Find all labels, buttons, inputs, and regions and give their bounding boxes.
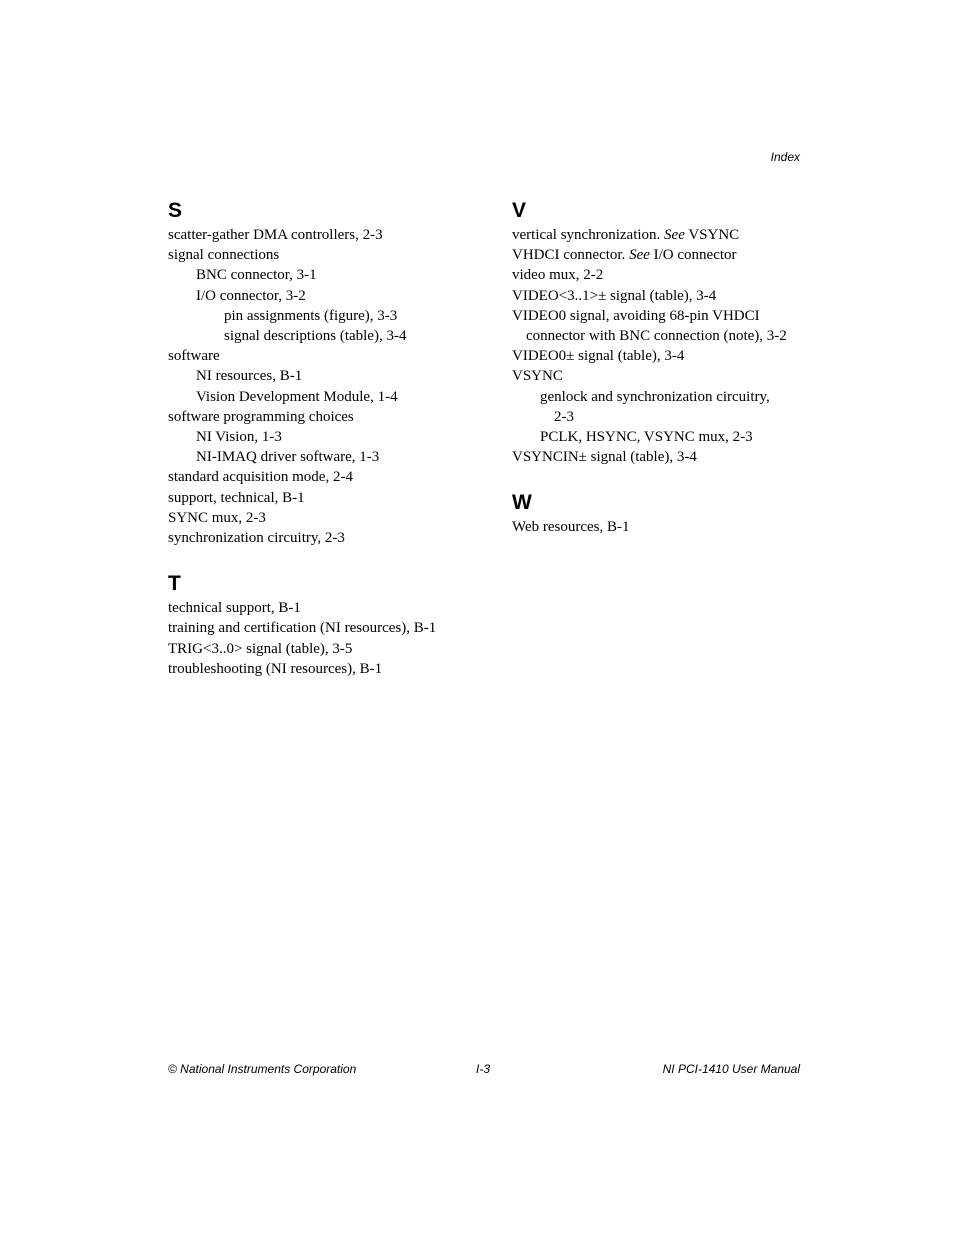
index-subentry: genlock and synchronization circuitry, [540, 388, 770, 405]
entry-text: VHDCI connector. [512, 247, 630, 264]
running-header: Index [770, 150, 800, 164]
footer-manual-title: NI PCI-1410 User Manual [662, 1062, 800, 1076]
index-entry: training and certification (NI resources), B-1 [168, 620, 437, 637]
index-subentry: PCLK, HSYNC, VSYNC mux, 2-3 [540, 429, 753, 446]
index-section-s [168, 197, 488, 548]
index-subsubentry: signal descriptions (table), 3-4 [224, 328, 407, 345]
section-letter: W [512, 491, 532, 515]
section-letter: S [168, 199, 183, 222]
see-reference: See [629, 247, 650, 264]
index-column-right [512, 197, 812, 560]
index-entry: standard acquisition mode, 2-4 [168, 469, 353, 486]
index-entry: Web resources, B-1 [512, 519, 630, 536]
footer-page-number: I-3 [476, 1062, 491, 1076]
index-entry: VSYNC [512, 368, 563, 385]
see-reference: See [664, 227, 685, 243]
index-entry: synchronization circuitry, 2-3 [168, 530, 345, 547]
index-subentry: I/O connector, 3-2 [196, 287, 306, 304]
section-letter: T [168, 572, 181, 596]
index-entry: VSYNCIN± signal (table), 3-4 [512, 449, 697, 466]
index-entry: troubleshooting (NI resources), B-1 [168, 660, 383, 677]
index-entry: VIDEO<3..1>± signal (table), 3-4 [512, 287, 717, 304]
index-entry-continuation: connector with BNC connection (note), 3-2 [526, 328, 787, 345]
entry-text: vertical synchronization. [512, 227, 665, 243]
index-entry: software [168, 348, 220, 365]
index-entry-see-reference [512, 225, 812, 245]
page-footer [168, 1062, 800, 1078]
index-entry-see-reference [512, 245, 812, 265]
entry-target: VSYNC [684, 227, 740, 243]
index-subsubentry: pin assignments (figure), 3-3 [224, 307, 398, 324]
index-subentry: Vision Development Module, 1-4 [196, 388, 398, 405]
index-section-v [512, 197, 812, 467]
index-subentry-continuation: 2-3 [554, 408, 574, 425]
index-section-w [512, 489, 812, 537]
index-entry: scatter-gather DMA controllers, 2-3 [168, 227, 383, 243]
index-entry: TRIG<3..0> signal (table), 3-5 [168, 640, 353, 657]
index-subentry: NI-IMAQ driver software, 1-3 [196, 449, 380, 466]
footer-copyright: © National Instruments Corporation [168, 1062, 357, 1076]
index-entry: technical support, B-1 [168, 600, 301, 617]
index-section-t [168, 570, 488, 679]
index-subentry: NI Vision, 1-3 [196, 429, 282, 446]
index-entry: video mux, 2-2 [512, 267, 604, 284]
entry-target: I/O connector [649, 247, 737, 264]
index-column-left [168, 197, 488, 701]
index-entry: VIDEO0± signal (table), 3-4 [512, 348, 685, 365]
section-letter: V [512, 199, 527, 222]
index-entry: VIDEO0 signal, avoiding 68-pin VHDCI [512, 307, 760, 324]
index-entry: support, technical, B-1 [168, 489, 305, 506]
index-entry: SYNC mux, 2-3 [168, 509, 266, 526]
index-entry: software programming choices [168, 408, 354, 425]
index-subentry: BNC connector, 3-1 [196, 267, 317, 284]
index-subentry: NI resources, B-1 [196, 368, 303, 385]
index-entry: signal connections [168, 247, 280, 264]
